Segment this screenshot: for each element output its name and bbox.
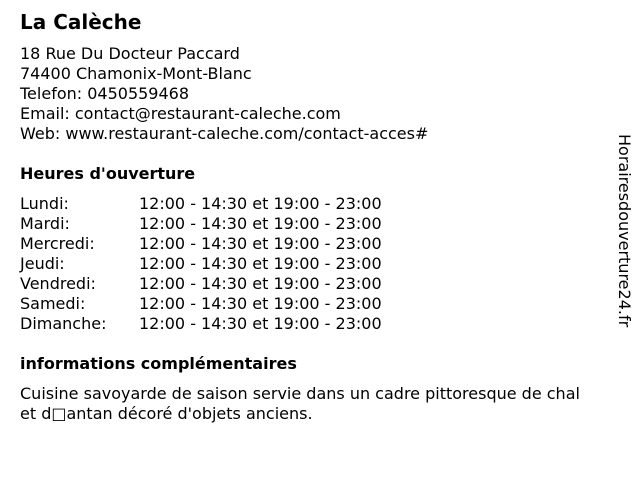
city-address: 74400 Chamonix-Mont-Blanc bbox=[20, 64, 252, 83]
day-label: Jeudi: bbox=[20, 254, 65, 273]
hours-value: 12:00 - 14:30 et 19:00 - 23:00 bbox=[139, 234, 382, 253]
additional-info-heading: informations complémentaires bbox=[20, 354, 297, 373]
hours-row-friday bbox=[20, 274, 382, 294]
watermark-text: Horairesdouverture24.fr bbox=[615, 134, 634, 328]
hours-value: 12:00 - 14:30 et 19:00 - 23:00 bbox=[139, 214, 382, 233]
source-watermark bbox=[614, 134, 634, 370]
hours-value: 12:00 - 14:30 et 19:00 - 23:00 bbox=[139, 294, 382, 313]
description-line-1: Cuisine savoyarde de saison servie dans un cadre pittoresque de chal bbox=[20, 384, 580, 403]
contact-block bbox=[20, 44, 428, 144]
opening-hours-heading: Heures d'ouverture bbox=[20, 164, 196, 183]
hours-value: 12:00 - 14:30 et 19:00 - 23:00 bbox=[139, 314, 382, 333]
hours-row-wednesday bbox=[20, 234, 382, 254]
phone-number: Telefon: 0450559468 bbox=[20, 84, 190, 103]
day-label: Dimanche: bbox=[20, 314, 107, 333]
restaurant-title: La Calèche bbox=[20, 10, 142, 34]
opening-hours-list bbox=[20, 194, 382, 334]
hours-value: 12:00 - 14:30 et 19:00 - 23:00 bbox=[139, 274, 382, 293]
day-label: Vendredi: bbox=[20, 274, 96, 293]
hours-row-sunday bbox=[20, 314, 382, 334]
hours-value: 12:00 - 14:30 et 19:00 - 23:00 bbox=[139, 254, 382, 273]
hours-row-saturday bbox=[20, 294, 382, 314]
hours-row-monday bbox=[20, 194, 382, 214]
email-address: Email: contact@restaurant-caleche.com bbox=[20, 104, 341, 123]
day-label: Mardi: bbox=[20, 214, 70, 233]
hours-row-thursday bbox=[20, 254, 382, 274]
hours-value: 12:00 - 14:30 et 19:00 - 23:00 bbox=[139, 194, 382, 213]
description-line-2: et d□antan décoré d'objets anciens. bbox=[20, 404, 313, 423]
day-label: Samedi: bbox=[20, 294, 86, 313]
hours-row-tuesday bbox=[20, 214, 382, 234]
day-label: Mercredi: bbox=[20, 234, 95, 253]
street-address: 18 Rue Du Docteur Paccard bbox=[20, 44, 240, 63]
website-address: Web: www.restaurant-caleche.com/contact-acces# bbox=[20, 124, 429, 143]
additional-info-text bbox=[20, 384, 640, 424]
day-label: Lundi: bbox=[20, 194, 69, 213]
